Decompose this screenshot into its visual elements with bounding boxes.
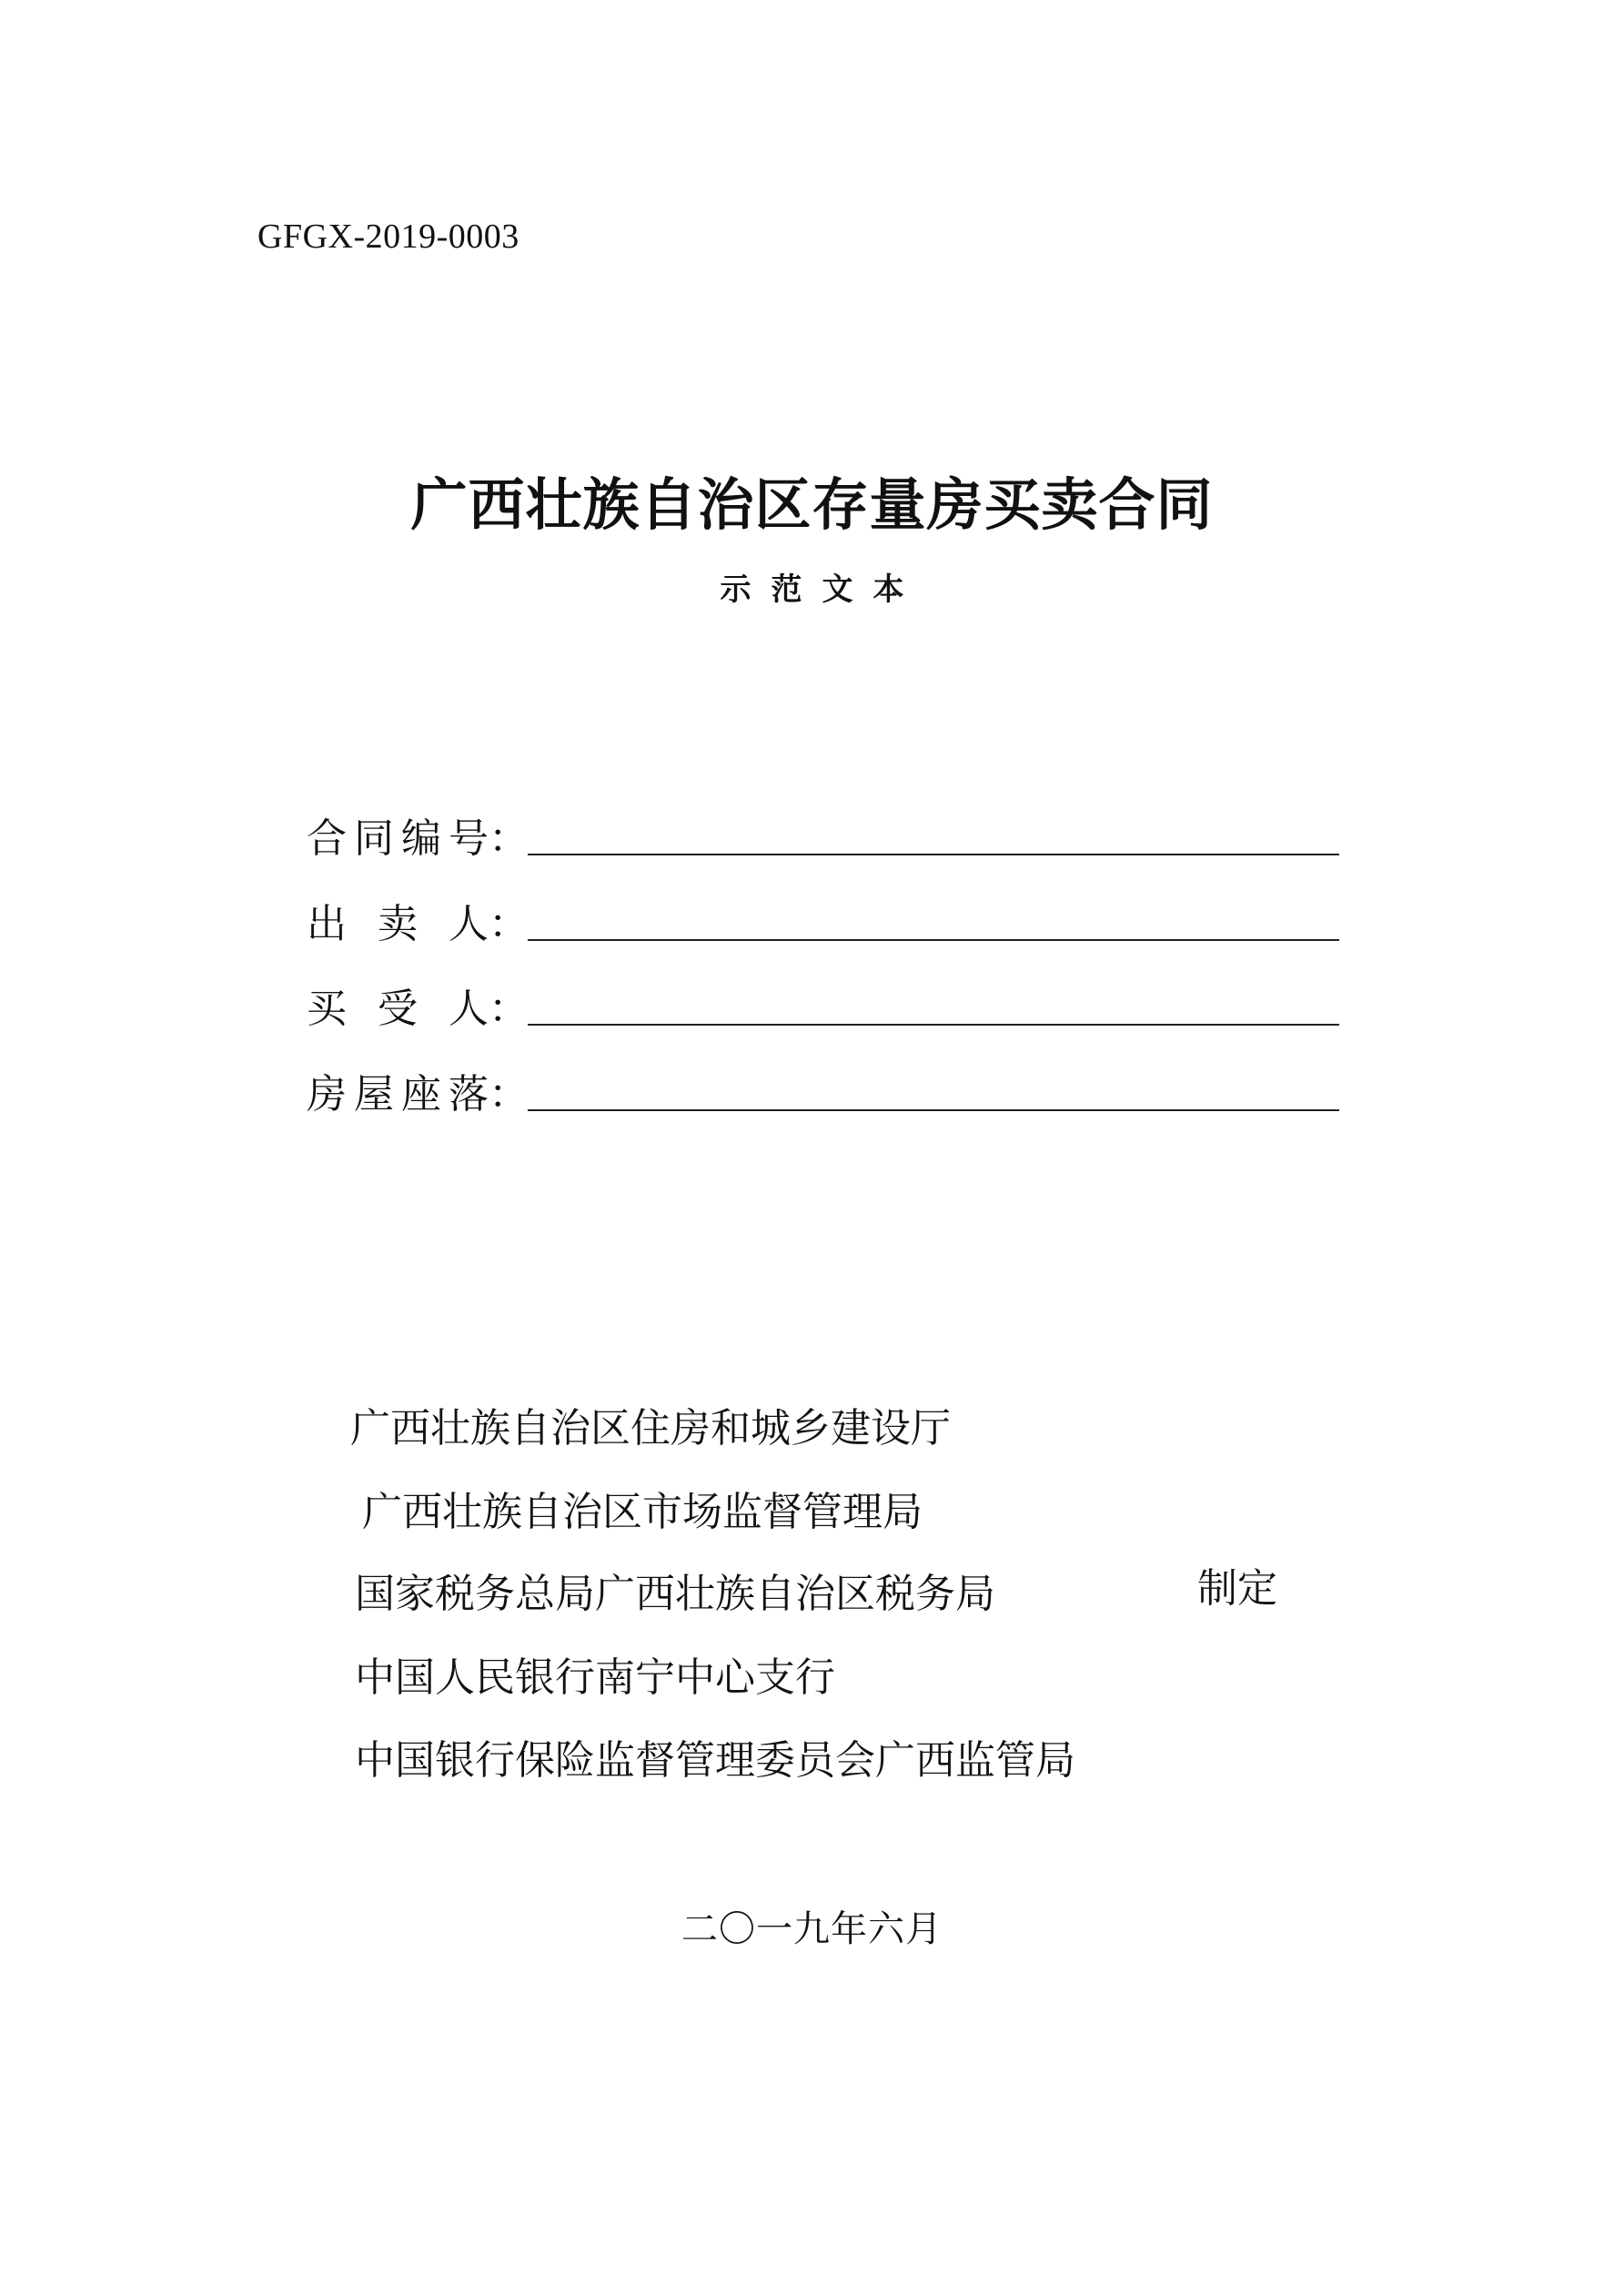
authority-housing-department: 广西壮族自治区住房和城乡建设厅 xyxy=(350,1405,951,1451)
formulated-label: 制定 xyxy=(1197,1565,1277,1612)
property-location-blank-line[interactable] xyxy=(528,1109,1339,1111)
document-code: GFGX-2019-0003 xyxy=(257,217,519,256)
field-colon: ： xyxy=(489,901,529,947)
field-label xyxy=(307,1067,529,1122)
authority-market-regulation: 广西壮族自治区市场监督管理局 xyxy=(362,1489,923,1535)
field-colon: ： xyxy=(489,986,529,1032)
property-location-label: 房屋座落 xyxy=(307,1071,489,1118)
field-colon: ： xyxy=(489,815,529,862)
field-label xyxy=(307,897,529,952)
field-colon: ： xyxy=(489,1071,529,1118)
contract-number-field xyxy=(307,812,1344,866)
buyer-blank-line[interactable] xyxy=(528,1024,1339,1026)
buyer-label: 买受人 xyxy=(307,986,489,1032)
field-label xyxy=(307,812,529,866)
seller-blank-line[interactable] xyxy=(528,939,1339,941)
property-location-field xyxy=(307,1067,1344,1122)
authority-banking-insurance-regulator: 中国银行保险监督管理委员会广西监管局 xyxy=(355,1737,1075,1784)
authority-tax-bureau: 国家税务总局广西壮族自治区税务局 xyxy=(355,1571,995,1617)
authority-central-bank-branch: 中国人民银行南宁中心支行 xyxy=(355,1654,835,1701)
contract-number-label: 合同编号 xyxy=(307,815,489,862)
document-title: 广西壮族自治区存量房买卖合同 xyxy=(410,471,1214,538)
document-date: 二〇一九年六月 xyxy=(681,1908,943,1950)
seller-field xyxy=(307,897,1344,952)
document-subtitle: 示范文本 xyxy=(720,571,924,608)
buyer-field xyxy=(307,982,1344,1037)
field-label xyxy=(307,982,529,1037)
seller-label: 出卖人 xyxy=(307,901,489,947)
contract-number-blank-line[interactable] xyxy=(528,854,1339,855)
